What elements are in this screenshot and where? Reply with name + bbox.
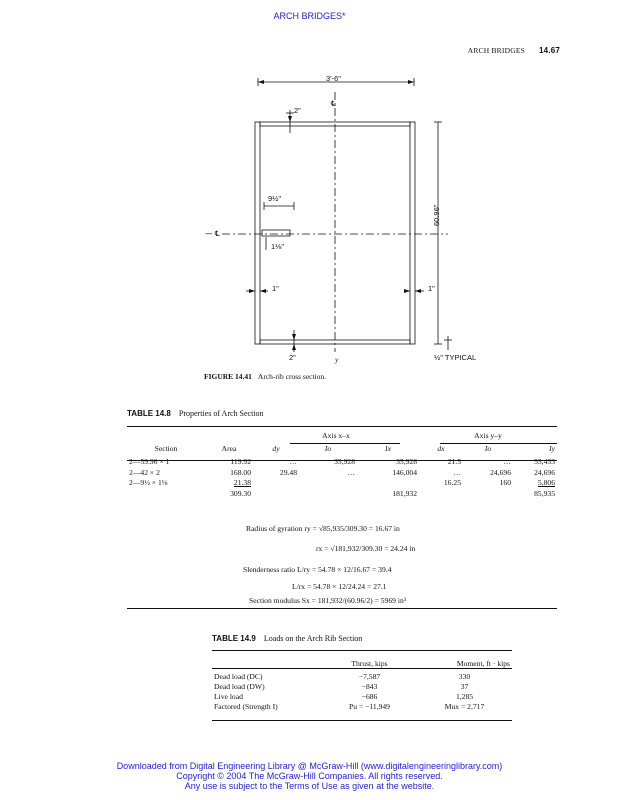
cell: [253, 478, 299, 489]
cell: 37: [460, 681, 469, 691]
col-header: dy: [272, 444, 280, 453]
cell: 330: [458, 671, 471, 681]
table-14-8-top-rule: [127, 426, 557, 427]
table-14-9-header-row: [212, 655, 512, 671]
table-row: [212, 691, 512, 701]
dim-width-label: 3'-6": [326, 74, 341, 83]
cell: Dead load (DC): [214, 671, 263, 681]
dim-right-flange-label: 1": [428, 284, 435, 293]
table-14-8: [127, 430, 557, 499]
dim-typical-label: ½" TYPICAL: [434, 353, 477, 362]
table-row: [212, 701, 512, 711]
col-header: Iy: [549, 444, 555, 453]
right-flange-plate: [410, 122, 415, 344]
cell: 35,928: [334, 457, 355, 467]
col-header: Io: [484, 444, 492, 453]
table-14-9-number: TABLE 14.9: [212, 634, 256, 643]
table-row: [127, 478, 557, 489]
table-row: [127, 467, 557, 478]
axis-y-group-rule: [440, 443, 557, 444]
cell: Mux = 2,717: [444, 701, 485, 711]
cell: …: [503, 457, 511, 467]
col-header: Moment, ft · kips: [456, 658, 510, 668]
page-number: 14.67: [538, 46, 560, 55]
cell: 119.92: [230, 457, 251, 467]
dim-web-thickness-label: 1⅛": [271, 242, 285, 251]
formula-rx: rx = √181,932/309.30 = 24.24 in: [316, 544, 416, 553]
dim-top-gap-label: 2": [294, 106, 301, 115]
footer: [0, 761, 619, 791]
axis-y-label: y: [335, 355, 339, 364]
cell: …: [453, 467, 461, 477]
running-head-section: ARCH BRIDGES: [467, 46, 525, 55]
left-flange-plate: [255, 122, 260, 344]
cell: 2—9½ × 1⅛: [129, 478, 168, 488]
col-header: dx: [437, 444, 445, 453]
cell: 35,928: [396, 457, 417, 467]
group-header-axis-x: Axis x–x: [322, 430, 350, 440]
cell: [299, 478, 357, 489]
cell: …: [289, 457, 297, 467]
cell: 55,433: [534, 457, 555, 467]
table-14-9-top-rule: [212, 650, 512, 651]
cell: 146,004: [392, 467, 417, 477]
footer-link-library[interactable]: Downloaded from Digital Engineering Library @ McGraw-Hill (www.digitalengineeringlibrary.com): [116, 761, 503, 771]
cell: 21.38: [233, 478, 251, 488]
group-header-axis-y: Axis y–y: [474, 430, 502, 440]
table-row: [127, 457, 557, 468]
table-row: [212, 681, 512, 691]
cell: 2—42 × 2: [129, 467, 160, 477]
col-header: [212, 655, 322, 671]
cell: 24,696: [490, 467, 511, 477]
table-14-9-bottom-rule: [212, 720, 512, 721]
col-header: Io: [324, 444, 332, 453]
centerline-symbol-left: — ℄: [205, 229, 220, 238]
formula-section-modulus: Section modulus Sx = 181,932/(60.96/2) = 5969 in³: [249, 596, 407, 605]
table-row: [212, 671, 512, 681]
cell: 2—59.96 × 1: [129, 457, 170, 467]
formula-ry: Radius of gyration ry = √85,935/309.30 = 16.67 in: [246, 524, 400, 533]
cell: Dead load (DW): [214, 681, 265, 691]
table-14-9-caption: Loads on the Arch Rib Section: [263, 634, 363, 643]
table-14-8-header-rule: [127, 460, 557, 461]
dim-height-label: 60.96": [432, 204, 441, 226]
formula-slenderness-y: Slenderness ratio L/ry = 54.78 × 12/16.67 = 39.4: [243, 565, 392, 574]
table-14-8-group-header: [127, 430, 557, 441]
table-14-8-title: [127, 409, 264, 418]
cell: 1,285: [455, 691, 474, 701]
figure-number: FIGURE 14.41: [204, 372, 252, 381]
cell: Pu = −11,949: [349, 701, 390, 711]
table-14-9-title: [212, 634, 362, 643]
dim-left-flange-label: 1": [272, 284, 279, 293]
cell: 160: [499, 478, 511, 488]
col-header: Section: [154, 444, 178, 453]
table-14-9-header-rule: [212, 668, 512, 669]
cell: 29.48: [279, 467, 297, 477]
cell: 24,696: [534, 467, 555, 477]
total-area: 309.30: [230, 488, 251, 498]
cell: 5,806: [537, 478, 555, 488]
table-14-8-bottom-rule: [127, 608, 557, 609]
figure-caption-text: Arch-rib cross section.: [257, 372, 327, 381]
total-ix: 181,932: [392, 488, 417, 498]
web-stiffener: [262, 230, 290, 236]
cell: [357, 478, 419, 489]
col-header: Thrust, kips: [351, 658, 388, 668]
cell: −686: [361, 691, 378, 701]
cell: 168.00: [230, 467, 251, 477]
cell: …: [347, 467, 355, 477]
footer-link-terms[interactable]: Any use is subject to the Terms of Use as given at the website.: [184, 781, 435, 791]
col-header: Area: [221, 444, 237, 453]
top-banner: ARCH BRIDGES*: [273, 11, 346, 21]
table-totals-row: [127, 488, 557, 499]
axis-x-group-rule: [290, 443, 400, 444]
table-14-8-number: TABLE 14.8: [127, 409, 171, 418]
cell: −843: [361, 681, 378, 691]
formula-slenderness-x: L/rx = 54.78 × 12/24.24 = 27.1: [292, 582, 387, 591]
cell: Live load: [214, 691, 243, 701]
cell: 16.25: [443, 478, 461, 488]
footer-copyright: Copyright © 2004 The McGraw-Hill Companies. All rights reserved.: [176, 771, 443, 781]
cell: −7,587: [358, 671, 381, 681]
col-header: Ix: [385, 444, 391, 453]
table-14-9: [212, 655, 512, 711]
table-14-8-caption: Properties of Arch Section: [178, 409, 264, 418]
centerline-symbol-top: ℄: [331, 99, 336, 108]
cell: 21.5: [447, 457, 461, 467]
dim-web-gap-label: 9½": [268, 194, 282, 203]
total-iy: 85,935: [534, 488, 555, 498]
figure-caption: [204, 372, 326, 381]
dim-bottom-gap-label: 2": [289, 353, 296, 362]
cell: Factored (Strength I): [214, 701, 278, 711]
